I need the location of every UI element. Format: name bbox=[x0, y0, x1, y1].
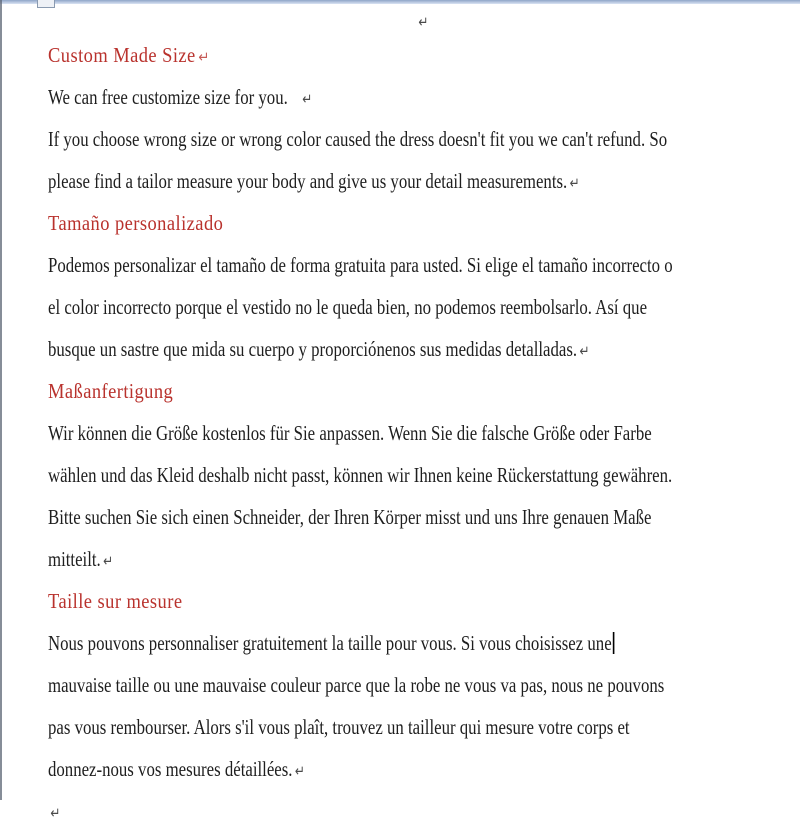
line-text: Taille sur mesure bbox=[48, 589, 183, 613]
line-text: Bitte suchen Sie sich einen Schneider, der Ihren Körper misst und uns Ihre genauen Maße bbox=[48, 505, 652, 529]
line-text: If you choose wrong size or wrong color caused the dress doesn't fit you we can't refund. So bbox=[48, 127, 668, 151]
line-content bbox=[48, 664, 664, 706]
text-line[interactable] bbox=[48, 328, 800, 370]
text-line[interactable] bbox=[48, 454, 800, 496]
text-line[interactable] bbox=[48, 790, 800, 832]
page-left-boundary bbox=[0, 0, 2, 800]
text-line[interactable] bbox=[48, 748, 800, 790]
text-line[interactable] bbox=[48, 412, 800, 454]
line-text: We can free customize size for you. bbox=[48, 85, 288, 109]
line-text: pas vous rembourser. Alors s'il vous plaît, trouvez un tailleur qui mesure votre corps et bbox=[48, 715, 630, 739]
line-text: Custom Made Size bbox=[48, 43, 196, 67]
text-line[interactable] bbox=[48, 706, 800, 748]
text-line[interactable] bbox=[48, 622, 800, 664]
line-content bbox=[48, 622, 614, 664]
line-text: mitteilt. bbox=[48, 547, 101, 571]
line-content bbox=[48, 328, 590, 372]
heading-line[interactable] bbox=[48, 34, 800, 76]
line-text: Nous pouvons personnaliser gratuitement la taille pour vous. Si vous choisissez une bbox=[48, 631, 612, 655]
paragraph-mark-icon: ↵ bbox=[198, 48, 210, 66]
heading-line[interactable] bbox=[48, 370, 800, 412]
text-line[interactable] bbox=[48, 496, 800, 538]
document-lines[interactable] bbox=[48, 6, 800, 832]
line-text: mauvaise taille ou une mauvaise couleur parce que la robe ne vous va pas, nous ne pouvons bbox=[48, 673, 665, 697]
line-content bbox=[48, 118, 667, 160]
text-line[interactable] bbox=[48, 286, 800, 328]
line-text: please find a tailor measure your body and give us your detail measurements. bbox=[48, 169, 568, 193]
line-content bbox=[48, 160, 580, 204]
text-line[interactable] bbox=[48, 244, 800, 286]
line-content bbox=[48, 748, 305, 792]
text-line[interactable] bbox=[48, 538, 800, 580]
line-content bbox=[48, 412, 652, 454]
text-line[interactable] bbox=[48, 160, 800, 202]
line-content bbox=[48, 34, 210, 78]
line-text: el color incorrecto porque el vestido no le queda bien, no podemos reembolsarlo. Así que bbox=[48, 295, 648, 319]
paragraph-mark-icon: ↵ bbox=[50, 804, 61, 822]
text-line[interactable] bbox=[48, 6, 800, 34]
line-content bbox=[48, 454, 672, 496]
paragraph-mark-icon: ↵ bbox=[294, 762, 305, 780]
paragraph-mark-icon: ↵ bbox=[103, 552, 114, 570]
text-line[interactable] bbox=[48, 76, 800, 118]
paragraph-mark-icon: ↵ bbox=[302, 90, 313, 108]
paragraph-mark-icon: ↵ bbox=[418, 13, 429, 31]
line-content bbox=[48, 370, 173, 412]
line-content bbox=[48, 76, 312, 120]
line-text: busque un sastre que mida su cuerpo y proporciónenos sus medidas detalladas. bbox=[48, 337, 578, 361]
heading-line[interactable] bbox=[48, 580, 800, 622]
paragraph-mark-icon: ↵ bbox=[569, 174, 580, 192]
line-content bbox=[48, 580, 182, 622]
line-text: Maßanfertigung bbox=[48, 379, 174, 403]
line-content bbox=[48, 202, 223, 244]
text-caret bbox=[612, 632, 614, 654]
line-content bbox=[48, 286, 647, 328]
line-content bbox=[48, 244, 673, 286]
ruler-edge-line bbox=[0, 0, 800, 4]
line-text: Wir können die Größe kostenlos für Sie anpassen. Wenn Sie die falsche Größe oder Farbe bbox=[48, 421, 652, 445]
line-text: Tamaño personalizado bbox=[48, 211, 224, 235]
paragraph-mark-icon: ↵ bbox=[579, 342, 590, 360]
line-content bbox=[48, 538, 113, 582]
line-content bbox=[416, 6, 428, 36]
line-content bbox=[48, 706, 630, 748]
line-text: Podemos personalizar el tamaño de forma gratuita para usted. Si elige el tamaño incorrecto o bbox=[48, 253, 673, 277]
line-text: wählen und das Kleid deshalb nicht passt, können wir Ihnen keine Rückerstattung gewähren. bbox=[48, 463, 673, 487]
text-line[interactable] bbox=[48, 118, 800, 160]
heading-line[interactable] bbox=[48, 202, 800, 244]
line-text: donnez-nous vos mesures détaillées. bbox=[48, 757, 293, 781]
line-content bbox=[48, 496, 651, 538]
text-line[interactable] bbox=[48, 664, 800, 706]
line-content bbox=[48, 790, 60, 834]
